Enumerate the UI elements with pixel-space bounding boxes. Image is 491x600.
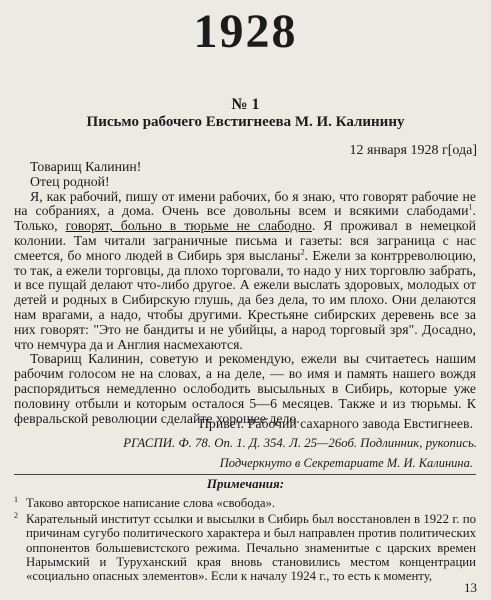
document-title: Письмо рабочего Евстигнеева М. И. Калинину xyxy=(86,114,405,130)
text-run: . Только, xyxy=(14,203,476,234)
document-number: № 1 xyxy=(231,96,260,113)
letter-body xyxy=(14,160,476,426)
note-item xyxy=(14,512,476,583)
paragraph: Товарищ Калинин, советую и рекомендую, ежели вы считаетесь нашим рабочим голосом не на словах, а на деле, — во имя и память нашего вождя распорядиться немедленно ослободить высыльных в Сибирь, которые уже половину отбыли и которым осталося 5—6 месяцев. Также и из тюрьмы. К февральской революции сделайте хорошее дело. xyxy=(14,351,476,426)
note-number: 2 xyxy=(14,511,18,521)
note-number: 1 xyxy=(14,495,18,504)
text-run: . Ежели за контрреволюцию, то так, а ежели торговцы, да плохо торговали, то надо у них торговлю забрать, и все пущай делают что-либо другое. А ежели выслать здоровых, молодых от детей и родных в Сибирскую глушь, да без дела, то им плохо. Они делаются нам врагами, а надо, чтобы другими. Крестьяне сибирских деревень все за них говорят: "Это не бандиты и не убийцы, а народ торговый зря". Досадно, что немчура да и Англия насмехаются. xyxy=(14,247,476,352)
underlined-text: говорят, больно в тюрьме не слабодно xyxy=(65,218,312,234)
text-run: Я, как рабочий, пишу от имени рабочих, бо я знаю, что говорят рабочие не на собраниях, а дома. Очень все довольны всем и всякими слабодами xyxy=(14,188,476,219)
text-run: . Я проживал в немецкой колонии. Там читали заграничные письма и газеты: вся заграница с нас смеется, бо много людей в Сибирь зря высланы xyxy=(14,218,476,263)
underline-remark: Подчеркнуто в Секретариате М. И. Калинина. xyxy=(219,456,473,470)
footnote-ref: 1 xyxy=(468,202,473,212)
footnote-ref: 2 xyxy=(300,247,305,257)
note-text: Карательный институт ссылки и высылки в Сибирь был восстановлен в 1922 г. по причинам сугубо политического характера и был направлен против политических оппонентов большевистского режима. Печально знаменитые с царских времен Нарымский и Туруханский края вновь становились местом концентрации «социально опасных элементов». Если к началу 1924 г., то есть к моменту, xyxy=(26,512,476,584)
letter-date: 12 января 1928 г[ода] xyxy=(349,143,477,158)
year-heading: 1928 xyxy=(193,5,298,58)
page-number: 13 xyxy=(464,580,477,595)
greeting-line: Отец родной! xyxy=(30,173,110,189)
signature-line: Привет. Рабочий сахарного завода Евстигнеев. xyxy=(198,416,473,431)
paragraph xyxy=(14,190,476,353)
divider xyxy=(14,474,476,475)
note-text: Таково авторское написание слова «свобода». xyxy=(26,496,276,510)
note-item xyxy=(14,496,476,510)
notes-heading: Примечания: xyxy=(206,476,285,491)
notes-list xyxy=(14,496,476,585)
greeting-line: Товарищ Калинин! xyxy=(30,159,142,174)
archive-source: РГАСПИ. Ф. 78. Оп. 1. Д. 354. Л. 25—26об. Подлинник, рукопись. xyxy=(123,436,477,450)
